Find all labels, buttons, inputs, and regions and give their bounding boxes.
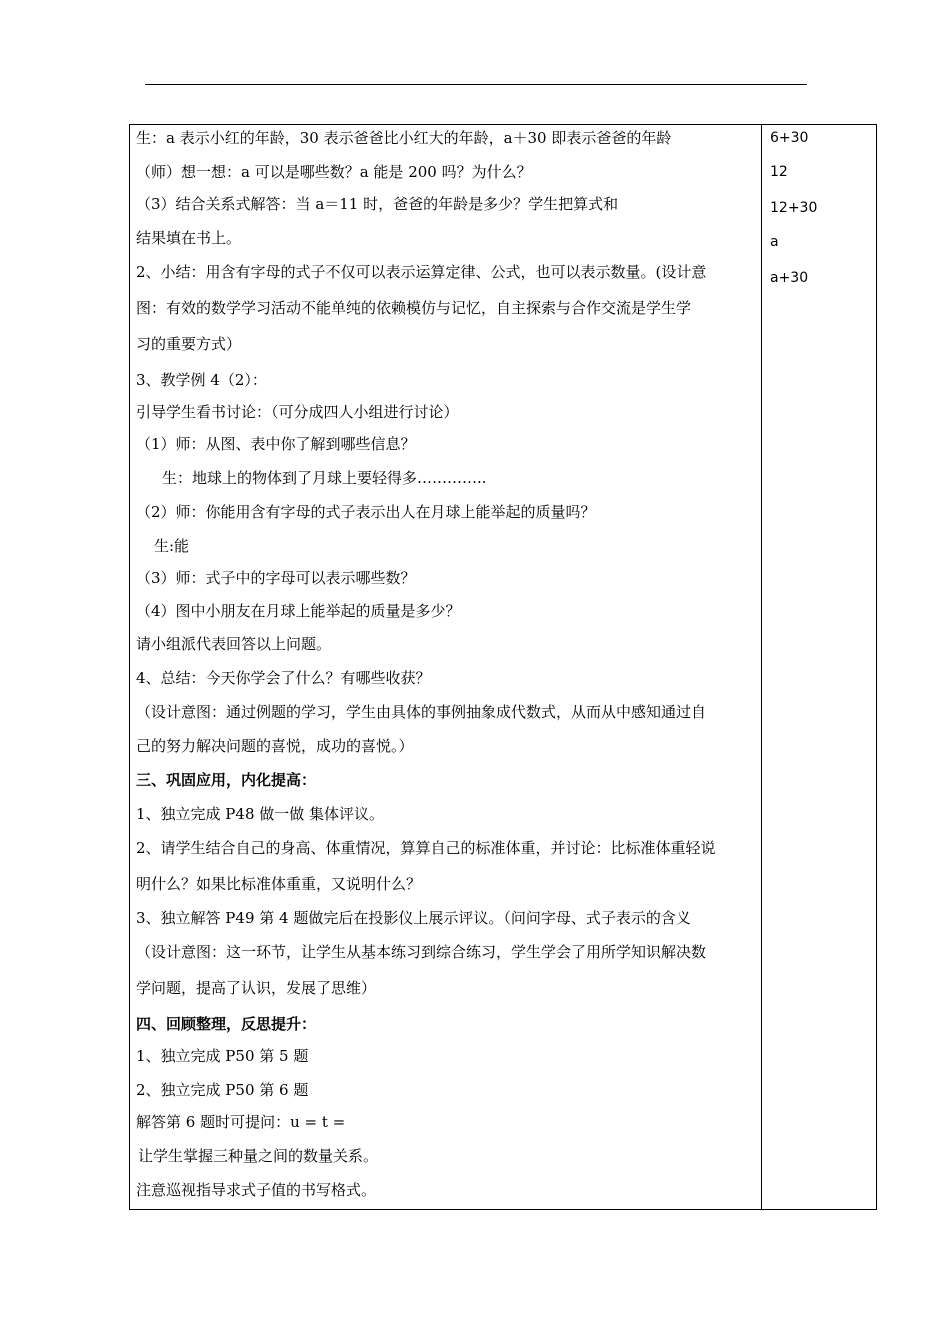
text-line: （师）想一想：a 可以是哪些数？a 能是 200 吗？为什么？ — [136, 163, 532, 181]
text-line: 引导学生看书讨论：（可分成四人小组进行讨论） — [136, 403, 459, 421]
text-line: 图：有效的数学学习活动不能单纯的依赖模仿与记忆，自主探索与合作交流是学生学 — [136, 299, 692, 317]
text-line: 结果填在书上。 — [136, 229, 242, 247]
text-line: 明什么？如果比标准体重重，又说明什么？ — [136, 875, 422, 893]
board-note: a — [770, 234, 779, 250]
text-line: 2、独立完成 P50 第 6 题 — [136, 1081, 309, 1099]
text-line: 4、总结：今天你学会了什么？有哪些收获？ — [136, 669, 431, 687]
text-line: 解答第 6 题时可提问：u = t = — [136, 1113, 346, 1131]
text-line: （4）图中小朋友在月球上能举起的质量是多少？ — [136, 602, 461, 620]
text-line: 请小组派代表回答以上问题。 — [136, 635, 332, 653]
text-line: （设计意图：这一环节，让学生从基本练习到综合练习，学生学会了用所学知识解决数 — [136, 943, 707, 961]
board-note: 12+30 — [770, 200, 818, 216]
text-line: 己的努力解决问题的喜悦，成功的喜悦。） — [136, 737, 414, 755]
header-rule — [145, 84, 807, 85]
text-line: 生:能 — [154, 537, 190, 555]
text-line: 3、教学例 4（2）： — [136, 371, 267, 389]
text-line: 2、小结：用含有字母的式子不仅可以表示运算定律、公式，也可以表示数量。(设计意 — [136, 263, 707, 281]
text-line: 让学生掌握三种量之间的数量关系。 — [138, 1147, 379, 1165]
text-line: （3）结合关系式解答：当 a＝11 时，爸爸的年龄是多少？学生把算式和 — [136, 195, 619, 213]
text-line: （设计意图：通过例题的学习，学生由具体的事例抽象成代数式，从而从中感知通过自 — [136, 703, 707, 721]
text-line: （3）师：式子中的字母可以表示哪些数？ — [136, 569, 416, 587]
section-heading: 四、回顾整理，反思提升： — [136, 1015, 317, 1033]
board-note: a+30 — [770, 270, 809, 286]
text-line: 2、请学生结合自己的身高、体重情况，算算自己的标准体重，并讨论：比标准体重轻说 — [136, 839, 716, 857]
text-line: 1、独立完成 P50 第 5 题 — [136, 1047, 309, 1065]
board-note: 12 — [770, 164, 788, 180]
text-line: 3、独立解答 P49 第 4 题做完后在投影仪上展示评议。（问问字母、式子表示的含义 — [136, 909, 691, 927]
text-line: （1）师：从图、表中你了解到哪些信息？ — [136, 435, 416, 453]
text-line: （2）师：你能用含有字母的式子表示出人在月球上能举起的质量吗？ — [136, 503, 596, 521]
text-line: 生：地球上的物体到了月球上要轻得多………….. — [162, 469, 487, 487]
text-line: 生：a 表示小红的年龄，30 表示爸爸比小红大的年龄，a＋30 即表示爸爸的年龄 — [136, 129, 672, 147]
board-note: 6+30 — [770, 130, 809, 146]
text-line: 注意巡视指导求式子值的书写格式。 — [136, 1181, 377, 1199]
text-line: 1、独立完成 P48 做一做 集体评议。 — [136, 805, 385, 823]
text-line: 习的重要方式） — [136, 335, 242, 353]
text-line: 学问题，提高了认识，发展了思维） — [136, 979, 377, 997]
column-divider — [761, 124, 762, 1210]
section-heading: 三、巩固应用，内化提高： — [136, 771, 317, 789]
